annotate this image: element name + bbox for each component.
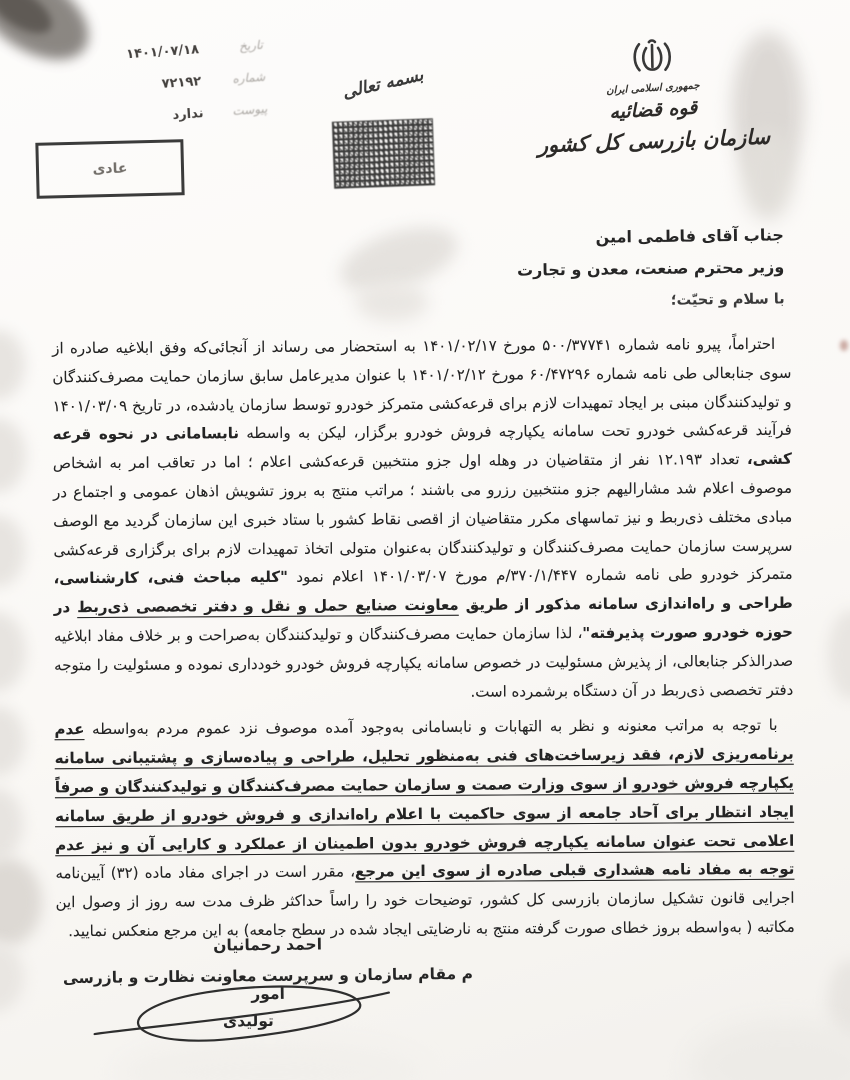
number-label: شماره xyxy=(231,69,266,86)
signatory-position-line1: م مقام سازمان و سرپرست معاونت نظارت و بازرسی امور xyxy=(62,964,474,1004)
signature-block xyxy=(48,934,489,1033)
iran-emblem-icon xyxy=(629,36,676,79)
scan-artifact-right-blob-1 xyxy=(828,610,850,700)
letterhead xyxy=(527,33,779,158)
date-value: ۱۴۰۱/۰۷/۱۸ xyxy=(125,42,200,63)
recipient-name: جناب آقای فاطمی امین xyxy=(595,225,784,247)
scan-artifact-bottom-wash xyxy=(120,1042,420,1080)
scan-artifact-left-blob-2 xyxy=(0,418,26,493)
classification-stamp-box xyxy=(35,139,184,199)
scan-artifact-page-edge-line xyxy=(829,0,843,422)
scan-artifact-red-dot xyxy=(840,340,848,351)
registration-number-row xyxy=(25,70,265,102)
attachment-value: ندارد xyxy=(172,106,205,124)
scan-artifact-left-blob-6 xyxy=(0,788,23,860)
registration-attachment-row xyxy=(27,102,267,134)
scan-artifact-left-blob-4 xyxy=(0,612,26,692)
letterhead-judiciary: قوه قضائیه xyxy=(608,96,698,124)
number-value: ۷۲۱۹۲ xyxy=(161,74,202,92)
classification-label: عادی xyxy=(92,160,128,178)
datamatrix-barcode-stamp xyxy=(332,118,435,188)
signatory-name: احمد رحمانیان xyxy=(213,935,323,955)
recipient-title: وزیر محترم صنعت، معدن و تجارت xyxy=(516,257,785,280)
recipient-salutation: با سلام و تحیّت؛ xyxy=(670,291,785,309)
scan-artifact-left-blob-8 xyxy=(0,942,24,1012)
registration-stamp xyxy=(23,38,269,151)
attachment-label: پیوست xyxy=(231,101,268,118)
signatory-position-line2: تولیدی xyxy=(222,1011,274,1031)
scan-artifact-left-blob-7 xyxy=(0,858,42,946)
body-paragraph-1: احتراماً، پیرو نامه شماره ۵۰۰/۳۷۷۴۱ مورخ ۱۴۰۱/۰۲/۱۷ به استحضار می رساند از آنجائی‌که وفق ابلاغیه صادره از سوی جنابعالی طی نامه شماره ۶۰/۴۷۲۹۶ مورخ ۱۴۰۱/۰۲/۱۲ با عنوان مدیرعامل سابق سازمان حمایت مصرف‌کنندگان و تولیدکنندگان مبنی بر ایجاد تمهیدات لازم برای قرعه‌کشی متمرکز خودرو توسط سازمان یادشده، در تاریخ ۱۴۰۱/۰۳/۰۹ فرآیند قرعه‌کشی خودرو تحت سامانه یکپارچه فروش خودرو برگزار، لیکن به واسطه نابسامانی در نحوه قرعه کشی، تعداد ۱۲.۱۹۳ نفر از متقاضیان در وهله اول جزو منتخبین قرعه‌کشی اعلام ؛ اما در تعاقب امر به اشخاص موصوف اعلام شد مشارالیهم جزو منتخبین رزرو می باشند ؛ مراتب منتج به بروز تشویش اذهان عمومی و اجتماع در مبادی مختلف ذی‌ربط و نیز تماسهای مکرر متقاضیان از اقصی نقاط کشور با ستاد خبری این سازمان گردید مع الوصف سرپرست سازمان حمایت مصرف‌کنندگان و تولیدکنندگان به‌عنوان متولی اتخاذ تمهیدات لازم برای برگزاری قرعه‌کشی متمرکز خودرو طی نامه شماره ۳۷۰/۱/۴۴۷/م مورخ ۱۴۰۱/۰۳/۰۷ اعلام نمود "کلیه مباحث فنی، کارشناسی، طراحی و راه‌اندازی سامانه مذکور از طریق معاونت صنایع حمل و نقل و دفتر تخصصی ذی‌ربط در حوزه خودرو صورت پذیرفته"، لذا سازمان حمایت مصرف‌کنندگان و تولیدکنندگان به‌صراحت و بر خلاف مفاد ابلاغیه صدرالذکر جنابعالی، از پذیرش مسئولیت در خصوص سامانه یکپارچه فروش خودرو خودداری نموده و مسئولیت را متوجه دفتر تخصصی ذی‌ربط در آن دستگاه برشمرده است. xyxy=(52,334,794,701)
letterhead-organization: سازمان بازرسی کل کشور xyxy=(537,124,771,158)
scan-artifact-left-blob-5 xyxy=(0,706,25,776)
scan-artifact-center-smudge-2 xyxy=(356,282,428,322)
scan-artifact-bottom-right xyxy=(690,1020,850,1080)
recipient-block xyxy=(516,225,784,310)
scan-artifact-left-blob-3 xyxy=(0,515,25,587)
scan-artifact-left-blob-1 xyxy=(0,330,25,400)
bismillah-calligraphy: بسمه تعالی xyxy=(340,65,426,103)
date-label: تاریخ xyxy=(238,37,264,54)
body-paragraph-2: با توجه به مراتب معنونه و نظر به التهابات و نابسامانی به‌وجود آمده موصوف نزد عموم مردم به‌واسطه عدم برنامه‌ریزی لازم، فقد زیرساخت‌های فنی به‌منظور تحلیل، طراحی و پیاده‌سازی و پشتیبانی سامانه یکپارچه فروش خودرو از سوی وزارت صمت و سازمان حمایت مصرف‌کنندگان و تولیدکنندگان و صرفاً ایجاد انتظار برای آحاد جامعه از سوی حاکمیت با اعلام راه‌اندازی و فروش خودرو از طریق سامانه اعلامی تحت عنوان سامانه یکپارچه فروش خودرو بدون اطمینان از عملکرد و کارایی آن و نیز عدم توجه به مفاد نامه هشداری قبلی صادره از سوی این مرجع، مقرر است در اجرای مفاد ماده (۳۲) آیین‌نامه اجرایی قانون تشکیل سازمان بازرسی کل کشور، توضیحات خود را راساً حداکثر ظرف مدت سه روز از وصول این مکاتبه ( به‌واسطه بروز خطای صورت گرفته منتج به نارضایتی ایجاد شده در سطح جامعه) به این مرجع منعکس نمایید. xyxy=(54,716,795,941)
letter-body xyxy=(52,330,795,953)
letterhead-country: جمهوری اسلامی ایران xyxy=(605,80,700,97)
